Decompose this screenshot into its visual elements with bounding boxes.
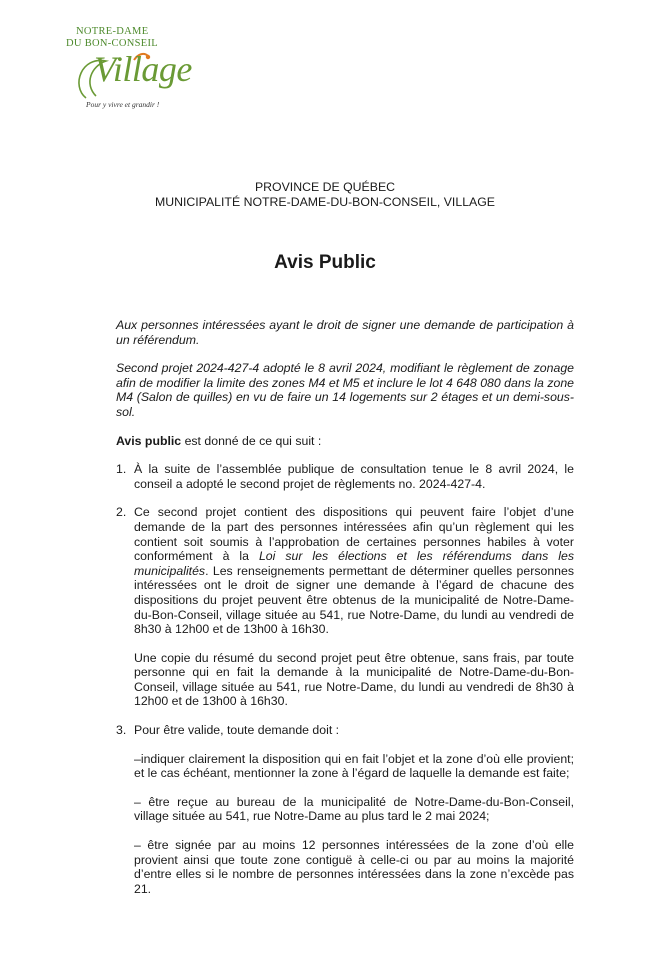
intro-paragraph: Aux personnes intéressées ayant le droit de signer une demande de participation à un référendum.	[116, 318, 574, 347]
project-paragraph: Second projet 2024-427-4 adopté le 8 avril 2024, modifiant le règlement de zonage afin de modifier la limite des zones M4 et M5 et inclure le lot 4 648 080 dans la zone M4 (Salon de quilles) en vu de faire un 14 logements sur 2 étages et un demi-sous-sol.	[116, 361, 574, 419]
list-text-2	[134, 505, 574, 636]
list-item-3	[116, 723, 574, 896]
header-province: PROVINCE DE QUÉBEC	[254, 180, 396, 194]
list-text-2c: . Les renseignements permettant de déterminer quelles personnes intéressées ont le droit de signer une demande à l’égard de chacune des dispositions du projet peuvent être obtenus de la municipalité de Notre-Dame-du-Bon-Conseil, village située au 541, rue Notre-Dame, du lundi au vendredi de 8h30 à 12h00 et de 13h00 à 16h30.	[134, 563, 574, 637]
law-title: Loi sur les élections et les référendums dans les municipalités	[134, 549, 574, 578]
notice-body	[116, 318, 574, 896]
list-text-2d: Une copie du résumé du second projet peut être obtenue, sans frais, par toute personne qui en fait la demande à la municipalité de Notre-Dame-du-Bon-Conseil, village située au 541, rue Notre-Dame, du lundi au vendredi de 8h30 à 12h00 et de 13h00 à 16h30.	[134, 650, 574, 709]
avis-paragraph	[116, 434, 574, 449]
logo-tagline: Pour y vivre et grandir !	[86, 100, 160, 109]
condition-1: –indiquer clairement la disposition qui en fait l’objet et la zone d’où elle provient; et le cas échéant, mentionner la zone à l’égard de laquelle la demande est faite;	[134, 751, 574, 781]
list-text-3: Pour être valide, toute demande doit :	[134, 723, 340, 738]
logo-wordmark: Village	[94, 49, 192, 89]
condition-3: – être signée par au moins 12 personnes intéressées de la zone d’où elle provient ainsi que toute zone contiguë à celle-ci ou par au moins la majorité d’entre elles si le nombre de personnes intéressées dans la zone n’excède pas 21.	[134, 838, 574, 896]
list-item-1	[116, 462, 574, 491]
list-number-3: 3.	[116, 723, 127, 738]
list-number-2: 2.	[116, 505, 127, 520]
avis-rest: est donné de ce qui suit :	[181, 433, 322, 448]
logo-line-2: DU BON-CONSEIL	[66, 38, 158, 49]
list-item-2	[116, 505, 574, 709]
condition-2: – être reçue au bureau de la municipalité de Notre-Dame-du-Bon-Conseil, village située au 541, rue Notre-Dame au plus tard le 2 mai 2024;	[134, 794, 574, 824]
municipal-logo	[66, 26, 226, 116]
list-number-1: 1.	[116, 462, 127, 477]
list-text-1: À la suite de l’assemblée publique de consultation tenue le 8 avril 2024, le conseil a adopté le second projet de règlements no. 2024-427-4.	[134, 462, 574, 491]
avis-bold: Avis public	[116, 433, 182, 448]
page-title: Avis Public	[274, 252, 376, 273]
logo-line-1: NOTRE-DAME	[76, 26, 149, 37]
list-text-2a: Ce second projet contient des dispositions qui peuvent faire l’objet d’une demande de la part des personnes intéressées afin qu’un règlement qui les contient soit soumis à l’approbation de certaines personnes habiles à voter conformément à la	[134, 505, 574, 564]
header-municipality: MUNICIPALITÉ NOTRE-DAME-DU-BON-CONSEIL, VILLAGE	[154, 195, 496, 209]
